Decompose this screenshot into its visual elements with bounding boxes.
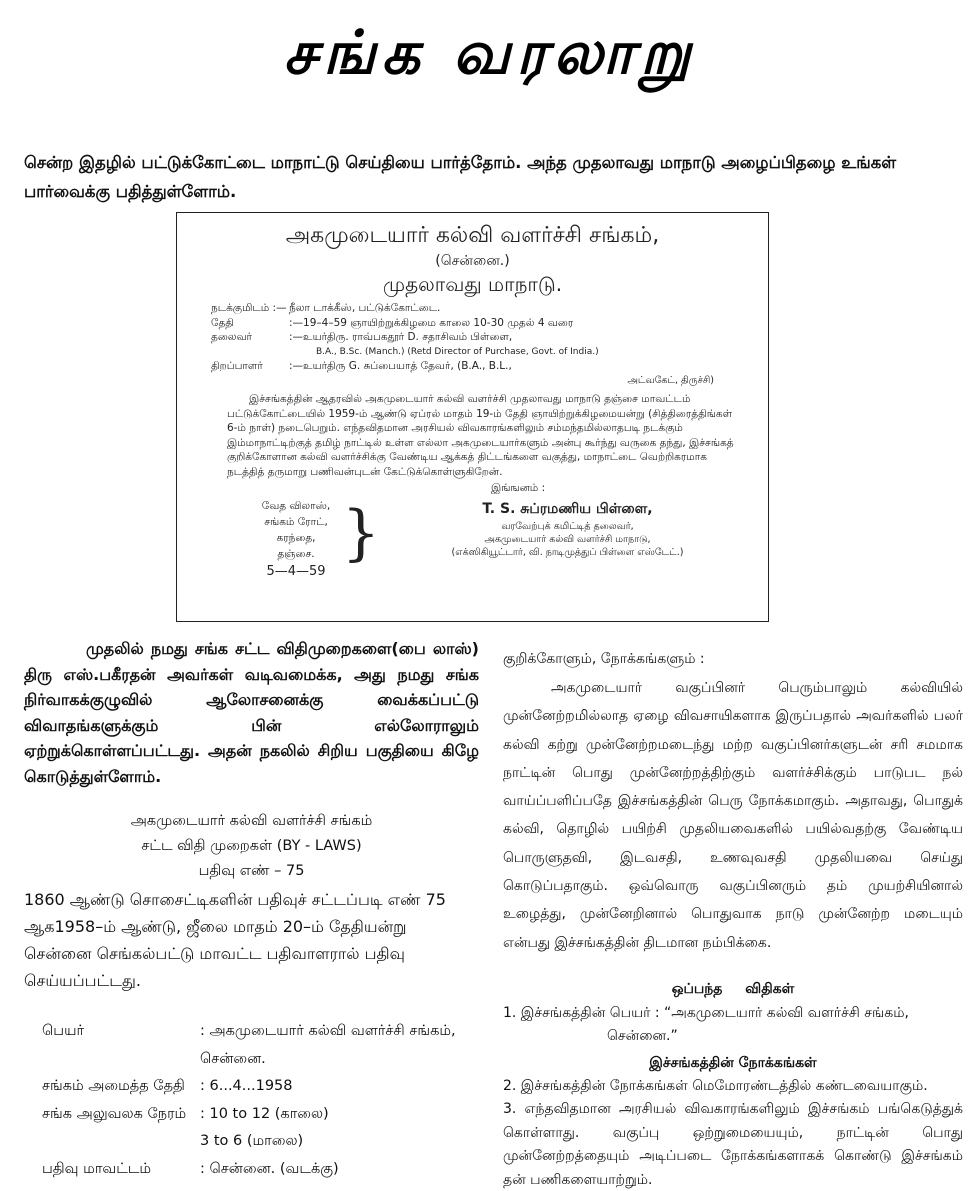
contract-rules-heading: ஒப்பந்த விதிகள்	[671, 980, 795, 997]
invitation-org: அகமுடையார் கல்வி வளர்ச்சி சங்கம்,	[285, 223, 660, 248]
signer-role-2: அகமுடையார் கல்வி வளர்ச்சி மாநாடு,	[484, 533, 651, 545]
address-line-3: தஞ்சை.	[277, 547, 315, 560]
address-line-1: வேத விலாஸ்,	[261, 499, 331, 512]
chair-value: :—உயர்திரு. ராவ்பகதூர் D. சதாசிவம் பிள்ளை,	[289, 331, 513, 343]
bylaw-org: அகமுடையார் கல்வி வளர்ச்சி சங்கம்	[130, 813, 373, 829]
invitation-date-row	[191, 316, 754, 331]
left-column	[24, 636, 479, 1183]
info-key: பெயர்	[42, 1023, 85, 1039]
date-label: தேதி	[211, 316, 234, 329]
bylaw-title: சட்ட விதி முறைகள் (BY - LAWS)	[141, 838, 362, 854]
registration-text: 1860 ஆண்டு சொசைட்டிகளின் பதிவுச் சட்டப்படி எண் 75 ஆக1958–ம் ஆண்டு, ஜீலை மாதம் 20–ம் தேதியன்று சென்னை செங்கல்பட்டு மாவட்ட பதிவாளரால் பதிவு செய்யப்பட்டது.	[24, 890, 446, 990]
objectives-heading: குறிக்கோளும், நோக்கங்களும் :	[503, 651, 705, 667]
date-value: :—19–4–59 ஞாயிற்றுக்கிழமை காலை 10-30 முதல் 4 வரை	[289, 316, 574, 329]
info-row-hours	[24, 1101, 479, 1129]
bylaw-registration: பதிவு எண் – 75	[198, 863, 305, 879]
info-value: : அகமுடையார் கல்வி வளர்ச்சி சங்கம்,	[200, 1023, 456, 1039]
invitation-city: (சென்னை.)	[435, 253, 510, 269]
invitation-footer	[191, 498, 754, 580]
signer-name: T. S. சுப்ரமணிய பிள்ளை,	[482, 500, 653, 517]
opener-role: அட்வகேட், திருச்சி)	[627, 374, 714, 386]
signer-role-3: (எக்ஸிகியூட்டார், வி. நாடிமுத்துப் பிள்ளை எஸ்டேட்.)	[451, 546, 684, 558]
bylaw-heading	[24, 809, 479, 884]
invitation-chair-row	[191, 330, 754, 345]
chair-label: தலைவர்	[211, 331, 253, 343]
right-column	[503, 646, 963, 1191]
signer-role-1: வரவேற்புக் கமிட்டித் தலைவர்,	[501, 520, 634, 532]
info-value-continued: 3 to 6 (மாலை)	[200, 1133, 304, 1149]
invitation-box	[176, 212, 769, 622]
info-key: சங்கம் அமைத்த தேதி	[42, 1078, 185, 1094]
opener-label: திறப்பாளர்	[211, 360, 263, 372]
rule-1-continued: சென்னை.”	[607, 1027, 678, 1044]
page-title: சங்க வரலாறு	[283, 18, 697, 88]
brace-divider: }	[341, 497, 381, 568]
info-key: சங்க அலுவலக நேரம்	[42, 1105, 187, 1122]
info-row-district	[24, 1156, 479, 1184]
venue-value: நீலா டாக்கீஸ், பட்டுக்கோட்டை.	[289, 302, 441, 314]
info-value: : 10 to 12 (காலை)	[200, 1105, 329, 1122]
rule-1: 1. இச்சங்கத்தின் பெயர் : “அகமுடையார் கல்வி வளர்ச்சி சங்கம்,	[503, 1004, 909, 1021]
opener-value: :—உயர்திரு G. சுப்பையாத் தேவர், (B.A., B.L.,	[289, 360, 512, 372]
address-line-2: சங்கம் ரோட், கரந்தை,	[264, 515, 328, 544]
aims-heading: இச்சங்கத்தின் நோக்கங்கள்	[649, 1054, 817, 1071]
info-value-continued: சென்னை.	[200, 1050, 266, 1067]
info-row-date	[24, 1073, 479, 1101]
rule-3: 3. எந்தவிதமான அரசியல் விவகாரங்களிலும் இச்சங்கம் பங்கெடுத்துக் கொள்ளாது. வகுப்பு ஒற்றுமையையும், நாட்டின் பொது முன்னேற்றத்தையும் அடிப்படை நோக்கங்களாகக் கொண்டு இச்சங்கம் தன் பணிகளையாற்றும்.	[503, 1101, 963, 1188]
invitation-event: முதலாவது மாநாடு.	[382, 272, 563, 296]
invitation-body: இச்சங்கத்தின் ஆதரவில் அகமுடையார் கல்வி வளர்ச்சி முதலாவது மாநாடு தஞ்சை மாவட்டம் பட்டுக்கோட்டையில் 1959-ம் ஆண்டு ஏப்ரல் மாதம் 19-ம் தேதி ஞாயிற்றுக்கிழமையன்று (சித்திரைத்திங்கள் 6-ம் நாள்) நடைபெறும். எந்தவிதமான அரசியல் விவகாரங்களிலும் சம்மந்தமில்லாதபடி நடக்கும் இம்மாநாட்டிற்குத் தமிழ் நாட்டில் உள்ள எல்லா அகமுடையார்களும் அன்பு கூர்ந்து வருகை தந்து, இச்சங்கத் குறிக்கோளான கல்வி வளர்ச்சிக்கு வேண்டிய ஆக்கத் திட்டங்களை வகுத்து, மாநாட்டை வெற்றிகரமாக நடத்தித் தருமாறு பணிவன்புடன் கேட்டுக்கொள்ளுகிறேன்.	[227, 393, 734, 478]
address-date: 5—4—59	[266, 563, 326, 579]
info-value: : 6...4...1958	[200, 1078, 293, 1094]
info-row-name	[24, 1018, 479, 1046]
signer-block	[381, 498, 754, 580]
venue-label: நடக்குமிடம் :—	[211, 302, 287, 314]
info-key: பதிவு மாவட்டம்	[42, 1160, 152, 1177]
invitation-venue-row	[191, 301, 754, 316]
invitation-opener-row	[191, 359, 754, 374]
rule-2: 2. இச்சங்கத்தின் நோக்கங்கள் மெமோரண்டத்தில் கண்டவையாகும்.	[503, 1077, 928, 1094]
objectives-text: அகமுடையார் வகுப்பினர் பெரும்பாலும் கல்வியில் முன்னேற்றமில்லாத ஏழை விவசாயிகளாக இருப்பதால் அவர்களில் பலர் கல்வி கற்று முன்னேற்றமடைந்து மற்ற வகுப்பினர்களுடன் சரி சமமாக நாட்டின் பொது முன்னேற்றத்திற்கும் வளர்ச்சிக்கும் பாடுபட நல் வாய்ப்பளிப்பதே இச்சங்கத்தின் பெரு நோக்கமாகும். அதாவது, பொதுக் கல்வி, தொழில் பயிற்சி முதலியவைகளில் பயில்வதற்கு வேண்டிய பொருளுதவி, இடவசதி, உணவுவசதி முதலியவை செய்து கொடுப்பதாகும். ஒவ்வொரு வகுப்பினரும் தம் முயற்சியினால் உழைத்து, முன்னேறினால் பொதுவாக நாடு முன்னேற்ற மடையும் என்பது இச்சங்கத்தின் திடமான நம்பிக்கை.	[503, 680, 963, 951]
info-value: : சென்னை. (வடக்கு)	[200, 1160, 339, 1177]
bylaw-intro-paragraph: முதலில் நமது சங்க சட்ட விதிமுறைகளை(பை லாஸ்) திரு எஸ்.பகீரதன் அவர்கள் வடிவமைக்க, அது நமது சங்க நிர்வாகக்குழுவில் ஆலோசனைக்கு வைக்கப்பட்டு விவாதங்களுக்கும் பின் எல்லோராலும் ஏற்றுக்கொள்ளப்பட்டது. அதன் நகலில் சிறிய பகுதியை கிழே கொடுத்துள்ளோம்.	[24, 639, 479, 786]
society-info-table	[24, 1018, 479, 1183]
chair-qualifications: B.A., B.Sc. (Manch.) (Retd Director of Purchase, Govt. of India.)	[316, 346, 599, 357]
signature-heading: இங்ஙனம் :	[491, 482, 546, 494]
intro-paragraph: சென்ற இதழில் பட்டுக்கோட்டை மாநாட்டு செய்தியை பார்த்தோம். அந்த முதலாவது மாநாடு அழைப்பிதழை உங்கள் பார்வைக்கு பதித்துள்ளோம்.	[24, 153, 897, 201]
sender-address	[191, 498, 341, 580]
